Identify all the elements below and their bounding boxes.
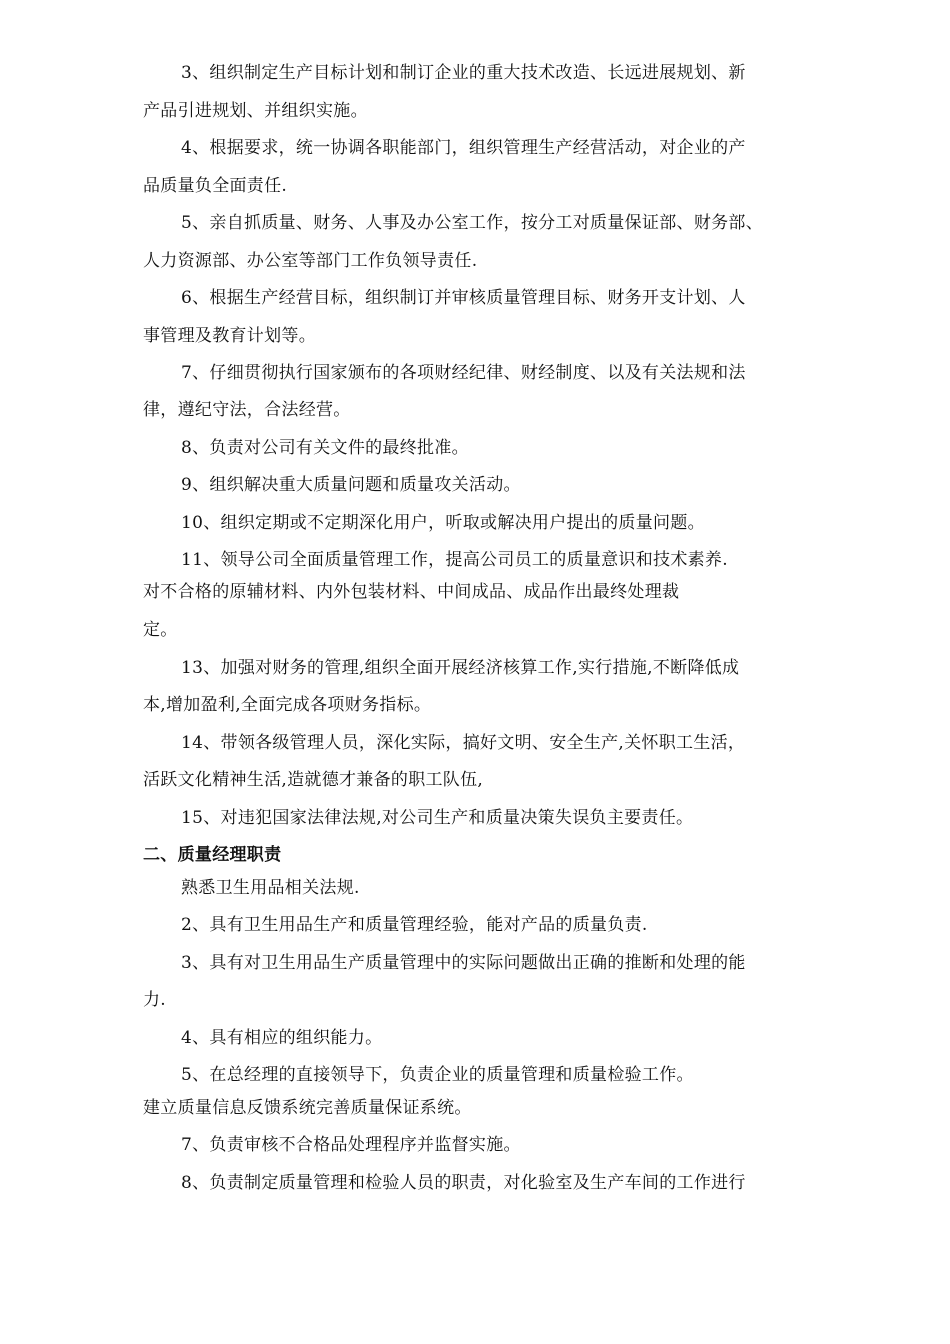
paragraph-9-line-1: 9、组织解决重大质量问题和质量攻关活动。 [181, 475, 521, 495]
paragraph-12-line-2: 定。 [143, 620, 178, 640]
paragraph-13-line-2: 本,增加盈利,全面完成各项财务指标。 [143, 695, 432, 715]
paragraph-6-line-1: 6、根据生产经营目标，组织制订并审核质量管理目标、财务开支计划、人 [181, 288, 746, 308]
paragraph-6-line-2: 事管理及教育计划等。 [143, 326, 316, 346]
quality-item-6-line-1: 建立质量信息反馈系统完善质量保证系统。 [143, 1098, 472, 1118]
paragraph-11-line-1: 11、领导公司全面质量管理工作，提高公司员工的质量意识和技术素养. [181, 550, 728, 570]
quality-item-1-line-1: 熟悉卫生用品相关法规. [181, 878, 360, 898]
paragraph-15-line-1: 15、对违犯国家法律法规,对公司生产和质量决策失误负主要责任。 [181, 808, 694, 828]
paragraph-13-line-1: 13、加强对财务的管理,组织全面开展经济核算工作,实行措施,不断降低成 [181, 658, 740, 678]
paragraph-12-line-1: 对不合格的原辅材料、内外包装材料、中间成品、成品作出最终处理裁 [143, 582, 680, 602]
paragraph-10-line-1: 10、组织定期或不定期深化用户，听取或解决用户提出的质量问题。 [181, 513, 705, 533]
paragraph-5-line-2: 人力资源部、办公室等部门工作负领导责任. [143, 251, 478, 271]
paragraph-4-line-2: 品质量负全面责任. [143, 176, 288, 196]
quality-item-4-line-1: 4、具有相应的组织能力。 [181, 1028, 383, 1048]
paragraph-5-line-1: 5、亲自抓质量、财务、人事及办公室工作，按分工对质量保证部、财务部、 [181, 213, 764, 233]
quality-item-3-line-1: 3、具有对卫生用品生产质量管理中的实际问题做出正确的推断和处理的能 [181, 953, 746, 973]
quality-item-3-line-2: 力. [143, 990, 167, 1010]
paragraph-14-line-1: 14、带领各级管理人员，深化实际，搞好文明、安全生产,关怀职工生活， [181, 733, 746, 753]
paragraph-3-line-1: 3、组织制定生产目标计划和制订企业的重大技术改造、长远进展规划、新 [181, 63, 746, 83]
paragraph-14-line-2: 活跃文化精神生活,造就德才兼备的职工队伍, [143, 770, 484, 790]
paragraph-3-line-2: 产品引进规划、并组织实施。 [143, 101, 368, 121]
quality-item-7-line-1: 7、负责审核不合格品处理程序并监督实施。 [181, 1135, 521, 1155]
quality-item-2-line-1: 2、具有卫生用品生产和质量管理经验，能对产品的质量负责. [181, 915, 648, 935]
paragraph-8-line-1: 8、负责对公司有关文件的最终批准。 [181, 438, 469, 458]
paragraph-7-line-1: 7、仔细贯彻执行国家颁布的各项财经纪律、财经制度、以及有关法规和法 [181, 363, 746, 383]
quality-item-5-line-1: 5、在总经理的直接领导下，负责企业的质量管理和质量检验工作。 [181, 1065, 694, 1085]
paragraph-7-line-2: 律，遵纪守法，合法经营。 [143, 400, 351, 420]
section-heading: 二、质量经理职责 [143, 845, 282, 865]
paragraph-4-line-1: 4、根据要求，统一协调各职能部门，组织管理生产经营活动，对企业的产 [181, 138, 746, 158]
quality-item-8-line-1: 8、负责制定质量管理和检验人员的职责，对化验室及生产车间的工作进行 [181, 1173, 746, 1193]
